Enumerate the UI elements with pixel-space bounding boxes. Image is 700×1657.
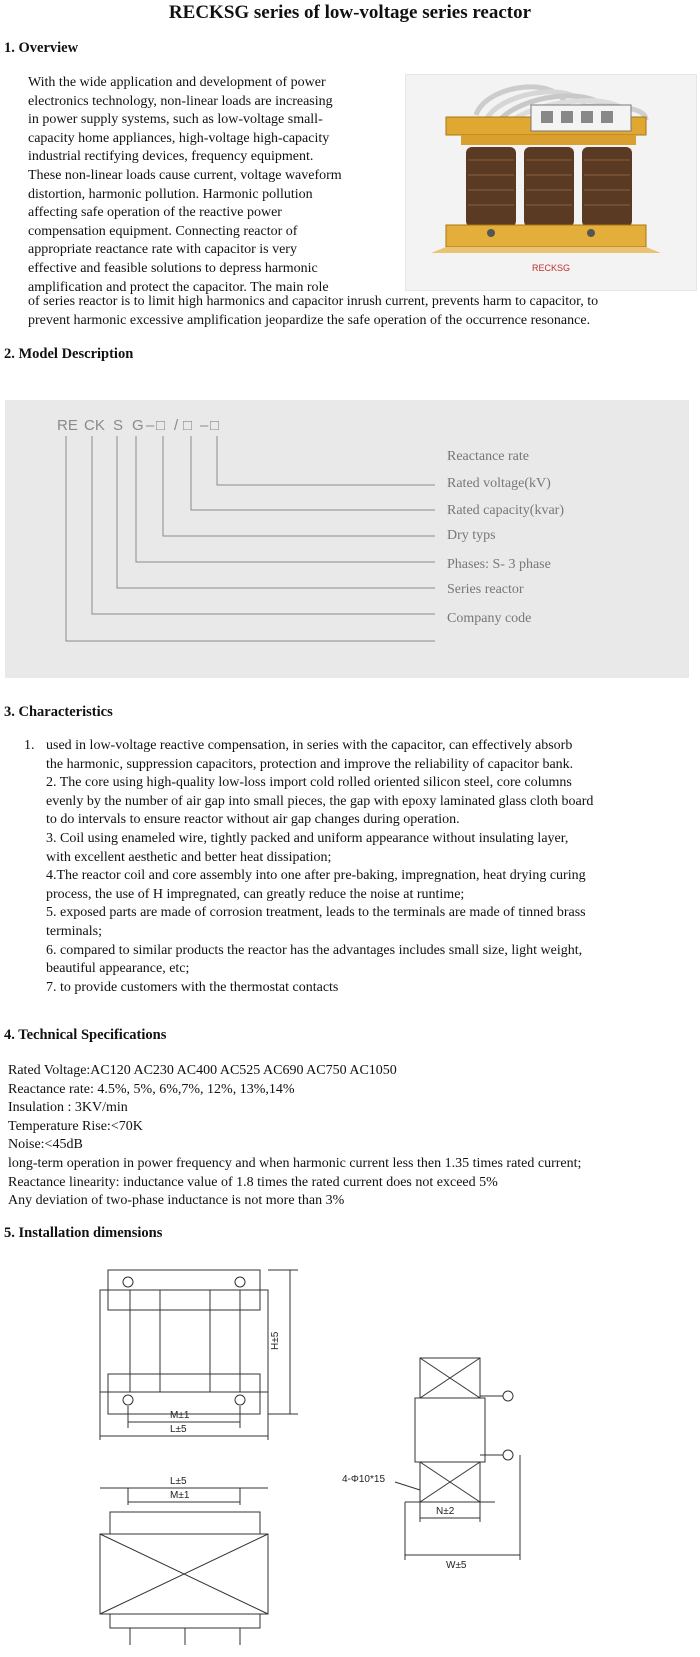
page-title: RECKSG series of low-voltage series reactor [168,2,532,23]
characteristics-line: beautiful appearance, etc; [46,961,190,977]
dim-w: W±5 [446,1560,467,1571]
code-box-voltage: □ [183,417,193,434]
technical-text [8,1062,698,1211]
dim-l-bottom: L±5 [170,1476,187,1487]
overview-text [28,74,396,297]
model-diagram [5,400,689,678]
characteristics-line: to do intervals to ensure reactor without air gap changes during operation. [46,812,460,828]
technical-heading: 4. Technical Specifications [4,1027,167,1043]
overview-line: amplification and protect the capacitor. The main role [28,279,329,295]
characteristics-line: used in low-voltage reactive compensation, in series with the capacitor, can effectively absorb [46,738,573,753]
characteristics-line: evenly by the number of air gap into small pieces, the gap with epoxy laminated glass cloth board [46,793,594,809]
characteristics-line: 7. to provide customers with the thermostat contacts [46,979,339,995]
characteristics-line: with excellent aesthetic and better heat dissipation; [46,849,332,865]
label-phases: Phases: S- 3 phase [447,557,551,572]
characteristics-line: 5. exposed parts are made of corrosion treatment, leads to the terminals are made of tinned brass [46,905,586,921]
list-number: 1. [24,738,35,753]
overview-line: in power supply systems, such as low-voltage small- [28,112,323,128]
code-box-capacity: □ [156,417,166,434]
spec-line: Temperature Rise:<70K [8,1118,143,1134]
code-dash: – [146,417,155,434]
spec-line: Reactance rate: 4.5%, 5%, 6%,7%, 12%, 13%,14% [8,1081,295,1097]
label-series-reactor: Series reactor [447,582,524,597]
overview-line: of series reactor is to limit high harmonics and capacitor inrush current, prevents harm to capacitor, to [28,294,599,309]
characteristics-line: 3. Coil using enameled wire, tightly packed and uniform appearance without insulating layer, [46,830,569,846]
label-dry-type: Dry typs [447,528,496,543]
code-dash: – [200,417,209,434]
installation-heading: 5. Installation dimensions [4,1225,163,1241]
characteristics-line: 4.The reactor coil and core assembly into one after pre-baking, impregnation, heat drying curing [46,868,586,884]
spec-line: Rated Voltage:AC120 AC230 AC400 AC525 AC690 AC750 AC1050 [8,1063,397,1078]
overview-line: electronics technology, non-linear loads are increasing [28,93,333,109]
label-reactance-rate: Reactance rate [447,449,529,464]
spec-line: Reactance linearity: inductance value of 1.8 times the rated current does not exceed 5% [8,1174,498,1190]
overview-line: appropriate reactance rate with capacitor is very [28,242,297,258]
overview-line: affecting safe operation of the reactive power [28,205,282,221]
characteristics-line: the harmonic, suppression capacitors, protection and improve the reliability of capacitor bank. [46,756,574,772]
overview-line: These non-linear loads cause current, voltage waveform [28,167,342,183]
dim-n: N±2 [436,1506,455,1517]
code-series: CK [84,417,105,434]
overview-line: effective and feasible solutions to depress harmonic [28,260,318,276]
dim-l: L±5 [170,1424,187,1435]
spec-line: Noise:<45dB [8,1137,83,1153]
photo-caption: RECKSG [531,263,571,273]
dim-hole: 4-Φ10*15 [342,1474,386,1485]
code-slash: / [174,417,179,434]
dim-m-bottom: M±1 [170,1490,190,1501]
code-phase: S [113,417,124,434]
overview-text-full [28,293,698,330]
overview-line: With the wide application and development of power [28,75,326,90]
installation-drawing [0,1250,700,1650]
characteristics-heading: 3. Characteristics [4,704,113,720]
characteristics-text [46,737,686,997]
code-box-rate: □ [210,417,220,434]
overview-line: distortion, harmonic pollution. Harmonic pollution [28,186,313,202]
characteristics-line: 6. compared to similar products the reactor has the advantages includes small size, light weight, [46,942,583,958]
label-rated-voltage: Rated voltage(kV) [447,476,551,491]
label-rated-capacity: Rated capacity(kvar) [447,503,564,518]
characteristics-line: process, the use of H impregnated, can greatly reduce the noise at runtime; [46,886,465,902]
overview-line: industrial rectifying devices, frequency equipment. [28,149,314,165]
spec-line: Insulation : 3KV/min [8,1100,128,1116]
reactor-photo [405,74,697,291]
characteristics-line: terminals; [46,923,102,939]
code-dry: G [132,417,144,434]
overview-heading: 1. Overview [4,40,79,56]
overview-line: compensation equipment. Connecting reactor of [28,223,298,239]
overview-line: capacity home appliances, high-voltage high-capacity [28,130,330,146]
label-company-code: Company code [447,611,532,626]
reactor-illustration [406,75,696,290]
code-company: RE [57,417,78,434]
characteristics-line: 2. The core using high-quality low-loss import cold rolled oriented silicon steel, core columns [46,775,572,791]
overview-line: prevent harmonic excessive amplification jeopardize the safe operation of the occurrence resonance. [28,312,591,328]
model-heading: 2. Model Description [4,346,134,362]
dim-h: H±5 [270,1331,281,1350]
spec-line: long-term operation in power frequency and when harmonic current less then 1.35 times rated current; [8,1155,582,1171]
dim-m: M±1 [170,1410,190,1421]
spec-line: Any deviation of two-phase inductance is not more than 3% [8,1193,345,1209]
